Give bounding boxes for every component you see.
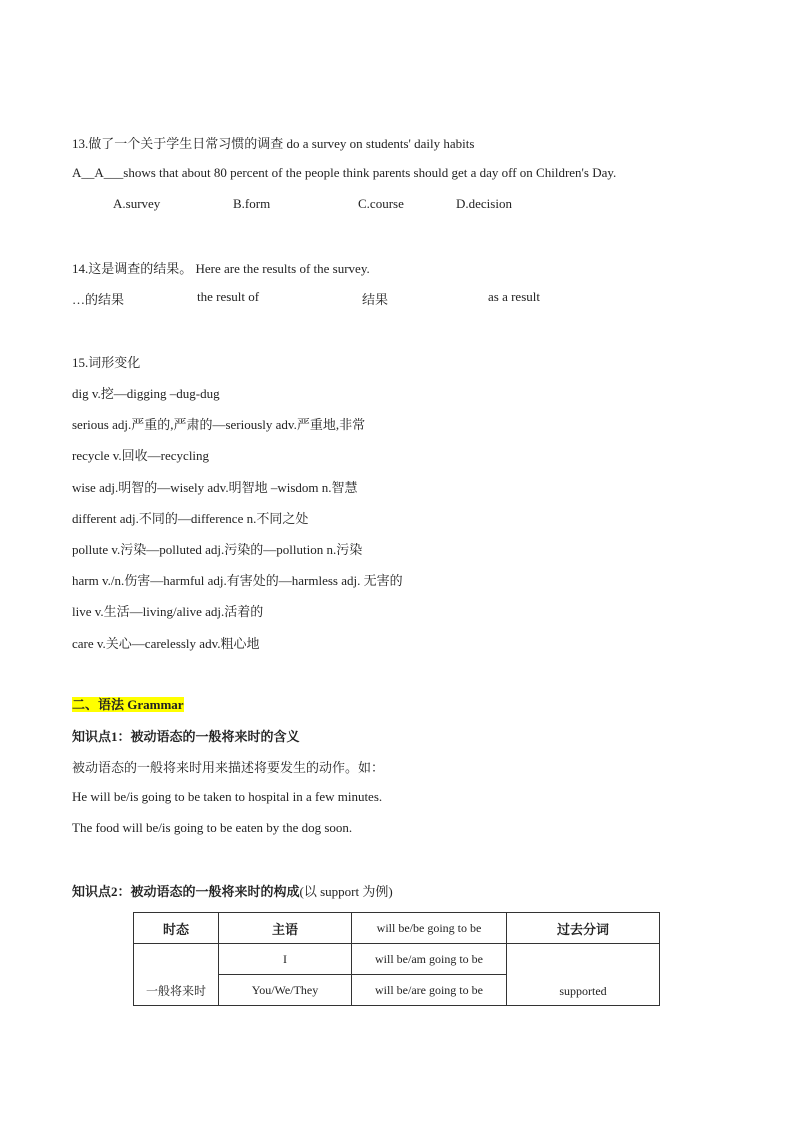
point2-note: (以 support 为例) <box>299 884 393 899</box>
table-header-row <box>134 913 660 944</box>
word-form-line: harm v./n.伤害—harmful adj.有害处的—harmless adj. 无害的 <box>72 573 403 588</box>
header-aux: will be/be going to be <box>352 913 507 944</box>
table-row <box>134 944 660 975</box>
word-form-line: serious adj.严重的,严肃的—seriously adv.严重地,非常 <box>72 417 366 432</box>
word-form-line: wise adj.明智的—wisely adv.明智地 –wisdom n.智慧 <box>72 480 358 495</box>
aux-cell: will be/am going to be <box>352 944 507 975</box>
subject-cell: I <box>219 944 352 975</box>
option-d: D.decision <box>456 196 512 211</box>
item13-title: 13.做了一个关于学生日常习惯的调查 do a survey on students' daily habits <box>72 136 475 151</box>
item14-phrase-4: as a result <box>488 289 540 304</box>
grammar-heading <box>72 694 184 713</box>
word-form-line: live v.生活—living/alive adj.活着的 <box>72 604 264 619</box>
item14-phrase-1: …的结果 <box>72 292 125 307</box>
point2-title-text: 知识点2：被动语态的一般将来时的构成 <box>72 884 300 899</box>
header-participle: 过去分词 <box>507 913 660 944</box>
word-form-line: pollute v.污染—polluted adj.污染的—pollution n.污染 <box>72 542 363 557</box>
point2-title <box>72 881 393 900</box>
aux-cell: will be/are going to be <box>352 975 507 1006</box>
header-tense: 时态 <box>134 913 219 944</box>
point1-description: 被动语态的一般将来时用来描述将要发生的动作。如： <box>72 760 385 775</box>
header-subject: 主语 <box>219 913 352 944</box>
item13-question: A__A___shows that about 80 percent of the people think parents should get a day off on Children's Day. <box>72 165 617 180</box>
participle-cell: supported <box>507 944 660 1006</box>
example-sentence-2: The food will be/is going to be eaten by the dog soon. <box>72 820 353 835</box>
point1-title: 知识点1：被动语态的一般将来时的含义 <box>72 729 300 744</box>
option-a: A.survey <box>113 196 161 211</box>
option-c: C.course <box>358 196 404 211</box>
grammar-heading-text: 二、语法 Grammar <box>72 697 184 712</box>
item15-title: 15.词形变化 <box>72 355 141 370</box>
tense-cell: 一般将来时 <box>134 944 219 1006</box>
item14-phrase-3: 结果 <box>362 292 389 307</box>
item14-title: 14.这是调查的结果。 Here are the results of the survey. <box>72 261 370 276</box>
word-form-line: recycle v.回收—recycling <box>72 448 210 463</box>
passive-future-table <box>133 912 660 1006</box>
item14-phrase-2: the result of <box>197 289 260 304</box>
word-form-line: dig v.挖—digging –dug-dug <box>72 386 220 401</box>
example-sentence-1: He will be/is going to be taken to hospital in a few minutes. <box>72 789 383 804</box>
word-form-line: care v.关心—carelessly adv.粗心地 <box>72 636 260 651</box>
word-form-line: different adj.不同的—difference n.不同之处 <box>72 511 309 526</box>
subject-cell: You/We/They <box>219 975 352 1006</box>
option-b: B.form <box>233 196 271 211</box>
